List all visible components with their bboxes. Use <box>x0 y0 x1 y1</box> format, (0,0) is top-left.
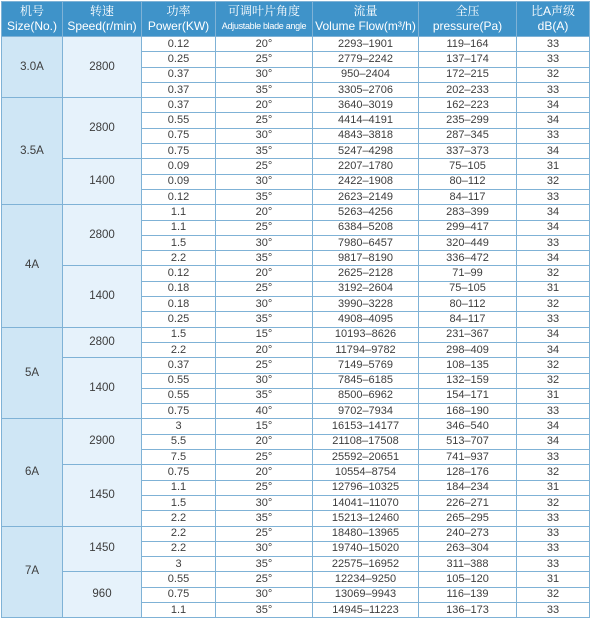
pressure-cell: 80–112 <box>419 174 517 189</box>
noise-cell: 32 <box>517 67 590 82</box>
blade-angle-cell: 20° <box>216 266 313 281</box>
noise-cell: 33 <box>517 450 590 465</box>
table-row <box>2 465 590 480</box>
pressure-cell: 71–99 <box>419 266 517 281</box>
noise-cell: 33 <box>517 602 590 617</box>
noise-cell: 33 <box>517 82 590 97</box>
volume-flow-cell: 2293–1901 <box>313 37 419 52</box>
volume-flow-cell: 4908–4095 <box>313 312 419 327</box>
pressure-cell: 311–388 <box>419 557 517 572</box>
blade-angle-cell: 25° <box>216 572 313 587</box>
power-cell: 3 <box>142 557 216 572</box>
noise-cell: 32 <box>517 373 590 388</box>
power-cell: 0.55 <box>142 388 216 403</box>
column-header-zh: 转速 <box>89 4 114 18</box>
table-row <box>2 266 590 281</box>
noise-cell: 34 <box>517 342 590 357</box>
power-cell: 1.5 <box>142 327 216 342</box>
pressure-cell: 283–399 <box>419 205 517 220</box>
volume-flow-cell: 2207–1780 <box>313 159 419 174</box>
power-cell: 0.18 <box>142 281 216 296</box>
power-cell: 2.2 <box>142 511 216 526</box>
blade-angle-cell: 25° <box>216 113 313 128</box>
pressure-cell: 240–273 <box>419 526 517 541</box>
noise-cell: 34 <box>517 98 590 113</box>
power-cell: 2.2 <box>142 526 216 541</box>
volume-flow-cell: 11794–9782 <box>313 342 419 357</box>
volume-flow-cell: 7845–6185 <box>313 373 419 388</box>
power-cell: 0.55 <box>142 373 216 388</box>
speed-cell: 2900 <box>63 419 142 465</box>
volume-flow-cell: 7149–5769 <box>313 358 419 373</box>
size-cell: 4A <box>2 205 63 327</box>
speed-cell: 1400 <box>63 159 142 205</box>
pressure-cell: 75–105 <box>419 159 517 174</box>
pressure-cell: 184–234 <box>419 480 517 495</box>
pressure-cell: 168–190 <box>419 404 517 419</box>
blade-angle-cell: 20° <box>216 434 313 449</box>
speed-cell: 2800 <box>63 205 142 266</box>
power-cell: 0.75 <box>142 587 216 602</box>
blade-angle-cell: 30° <box>216 235 313 250</box>
blade-angle-cell: 35° <box>216 557 313 572</box>
noise-cell: 31 <box>517 281 590 296</box>
speed-cell: 2800 <box>63 327 142 358</box>
power-cell: 0.37 <box>142 98 216 113</box>
noise-cell: 32 <box>517 174 590 189</box>
pressure-cell: 336–472 <box>419 251 517 266</box>
column-header-zh: 流量 <box>353 4 378 18</box>
noise-cell: 32 <box>517 297 590 312</box>
table-body <box>2 37 590 618</box>
pressure-cell: 84–117 <box>419 312 517 327</box>
volume-flow-cell: 19740–15020 <box>313 541 419 556</box>
size-cell: 7A <box>2 526 63 618</box>
noise-cell: 33 <box>517 526 590 541</box>
volume-flow-cell: 10193–8626 <box>313 327 419 342</box>
power-cell: 0.12 <box>142 266 216 281</box>
pressure-cell: 299–417 <box>419 220 517 235</box>
column-header-en: Adjustable blade angle <box>221 21 307 31</box>
header-row <box>2 2 590 37</box>
table-row <box>2 98 590 113</box>
speed-cell: 1450 <box>63 526 142 572</box>
pressure-cell: 119–164 <box>419 37 517 52</box>
blade-angle-cell: 35° <box>216 189 313 204</box>
size-cell: 6A <box>2 419 63 526</box>
pressure-cell: 128–176 <box>419 465 517 480</box>
pressure-cell: 75–105 <box>419 281 517 296</box>
blade-angle-cell: 20° <box>216 465 313 480</box>
speed-cell: 960 <box>63 572 142 618</box>
noise-cell: 34 <box>517 113 590 128</box>
column-header <box>517 2 590 37</box>
table-row <box>2 327 590 342</box>
power-cell: 0.75 <box>142 128 216 143</box>
column-header <box>216 2 313 37</box>
volume-flow-cell: 12796–10325 <box>313 480 419 495</box>
pressure-cell: 287–345 <box>419 128 517 143</box>
noise-cell: 33 <box>517 557 590 572</box>
blade-angle-cell: 25° <box>216 480 313 495</box>
noise-cell: 32 <box>517 266 590 281</box>
power-cell: 0.37 <box>142 82 216 97</box>
pressure-cell: 116–139 <box>419 587 517 602</box>
pressure-cell: 172–215 <box>419 67 517 82</box>
pressure-cell: 136–173 <box>419 602 517 617</box>
column-header-en: Power(KW) <box>147 19 210 33</box>
noise-cell: 34 <box>517 144 590 159</box>
blade-angle-cell: 20° <box>216 205 313 220</box>
volume-flow-cell: 950–2404 <box>313 67 419 82</box>
noise-cell: 33 <box>517 52 590 67</box>
volume-flow-cell: 21108–17508 <box>313 434 419 449</box>
blade-angle-cell: 25° <box>216 52 313 67</box>
column-header-en: Speed(r/min) <box>67 19 137 33</box>
noise-cell: 32 <box>517 587 590 602</box>
column-header <box>419 2 517 37</box>
power-cell: 2.2 <box>142 251 216 266</box>
volume-flow-cell: 6384–5208 <box>313 220 419 235</box>
volume-flow-cell: 3305–2706 <box>313 82 419 97</box>
noise-cell: 31 <box>517 572 590 587</box>
speed-cell: 1450 <box>63 465 142 526</box>
volume-flow-cell: 3990–3228 <box>313 297 419 312</box>
volume-flow-cell: 14945–11223 <box>313 602 419 617</box>
noise-cell: 33 <box>517 37 590 52</box>
volume-flow-cell: 18480–13965 <box>313 526 419 541</box>
blade-angle-cell: 35° <box>216 312 313 327</box>
blade-angle-cell: 15° <box>216 327 313 342</box>
pressure-cell: 84–117 <box>419 189 517 204</box>
power-cell: 0.09 <box>142 174 216 189</box>
volume-flow-cell: 12234–9250 <box>313 572 419 587</box>
power-cell: 7.5 <box>142 450 216 465</box>
power-cell: 0.18 <box>142 297 216 312</box>
volume-flow-cell: 4414–4191 <box>313 113 419 128</box>
table-row <box>2 159 590 174</box>
volume-flow-cell: 10554–8754 <box>313 465 419 480</box>
blade-angle-cell: 25° <box>216 526 313 541</box>
pressure-cell: 162–223 <box>419 98 517 113</box>
pressure-cell: 231–367 <box>419 327 517 342</box>
power-cell: 3 <box>142 419 216 434</box>
pressure-cell: 137–174 <box>419 52 517 67</box>
pressure-cell: 320–449 <box>419 235 517 250</box>
blade-angle-cell: 20° <box>216 342 313 357</box>
blade-angle-cell: 25° <box>216 159 313 174</box>
power-cell: 0.12 <box>142 37 216 52</box>
blade-angle-cell: 35° <box>216 388 313 403</box>
table-row <box>2 526 590 541</box>
column-header-zh: 功率 <box>166 4 191 18</box>
power-cell: 0.55 <box>142 113 216 128</box>
column-header <box>2 2 63 37</box>
power-cell: 0.25 <box>142 312 216 327</box>
noise-cell: 34 <box>517 419 590 434</box>
table-row <box>2 37 590 52</box>
pressure-cell: 235–299 <box>419 113 517 128</box>
pressure-cell: 226–271 <box>419 495 517 510</box>
noise-cell: 32 <box>517 495 590 510</box>
power-cell: 0.37 <box>142 358 216 373</box>
power-cell: 1.5 <box>142 235 216 250</box>
blade-angle-cell: 25° <box>216 450 313 465</box>
pressure-cell: 346–540 <box>419 419 517 434</box>
noise-cell: 33 <box>517 128 590 143</box>
size-cell: 5A <box>2 327 63 419</box>
volume-flow-cell: 5263–4256 <box>313 205 419 220</box>
power-cell: 1.1 <box>142 205 216 220</box>
volume-flow-cell: 14041–11070 <box>313 495 419 510</box>
power-cell: 2.2 <box>142 342 216 357</box>
blade-angle-cell: 30° <box>216 67 313 82</box>
speed-cell: 1400 <box>63 358 142 419</box>
column-header-en: Size(No.) <box>6 19 57 33</box>
power-cell: 0.09 <box>142 159 216 174</box>
blade-angle-cell: 25° <box>216 220 313 235</box>
volume-flow-cell: 2625–2128 <box>313 266 419 281</box>
pressure-cell: 265–295 <box>419 511 517 526</box>
pressure-cell: 105–120 <box>419 572 517 587</box>
volume-flow-cell: 16153–14177 <box>313 419 419 434</box>
power-cell: 2.2 <box>142 541 216 556</box>
noise-cell: 31 <box>517 480 590 495</box>
noise-cell: 34 <box>517 251 590 266</box>
blade-angle-cell: 30° <box>216 297 313 312</box>
blade-angle-cell: 30° <box>216 128 313 143</box>
pressure-cell: 202–233 <box>419 82 517 97</box>
noise-cell: 33 <box>517 404 590 419</box>
volume-flow-cell: 7980–6457 <box>313 235 419 250</box>
noise-cell: 33 <box>517 189 590 204</box>
power-cell: 0.25 <box>142 52 216 67</box>
pressure-cell: 154–171 <box>419 388 517 403</box>
power-cell: 0.75 <box>142 144 216 159</box>
volume-flow-cell: 8500–6962 <box>313 388 419 403</box>
pressure-cell: 80–112 <box>419 297 517 312</box>
column-header-en: Volume Flow(m³/h) <box>315 19 416 33</box>
pressure-cell: 263–304 <box>419 541 517 556</box>
power-cell: 0.12 <box>142 189 216 204</box>
speed-cell: 1400 <box>63 266 142 327</box>
table-header <box>2 2 590 37</box>
table-row <box>2 358 590 373</box>
noise-cell: 31 <box>517 159 590 174</box>
noise-cell: 33 <box>517 511 590 526</box>
column-header-zh: 可调叶片角度 <box>227 4 300 18</box>
blade-angle-cell: 25° <box>216 358 313 373</box>
blade-angle-cell: 20° <box>216 37 313 52</box>
noise-cell: 32 <box>517 465 590 480</box>
speed-cell: 2800 <box>63 98 142 159</box>
noise-cell: 32 <box>517 358 590 373</box>
volume-flow-cell: 22575–16952 <box>313 557 419 572</box>
volume-flow-cell: 9817–8190 <box>313 251 419 266</box>
power-cell: 1.1 <box>142 480 216 495</box>
blade-angle-cell: 35° <box>216 511 313 526</box>
noise-cell: 34 <box>517 220 590 235</box>
blade-angle-cell: 40° <box>216 404 313 419</box>
pressure-cell: 132–159 <box>419 373 517 388</box>
blade-angle-cell: 30° <box>216 495 313 510</box>
power-cell: 1.1 <box>142 602 216 617</box>
blade-angle-cell: 25° <box>216 281 313 296</box>
volume-flow-cell: 4843–3818 <box>313 128 419 143</box>
pressure-cell: 337–373 <box>419 144 517 159</box>
column-header-zh: 机号 <box>19 4 44 18</box>
noise-cell: 33 <box>517 312 590 327</box>
power-cell: 1.1 <box>142 220 216 235</box>
noise-cell: 33 <box>517 235 590 250</box>
power-cell: 1.5 <box>142 495 216 510</box>
volume-flow-cell: 13069–9943 <box>313 587 419 602</box>
pressure-cell: 108–135 <box>419 358 517 373</box>
pressure-cell: 513–707 <box>419 434 517 449</box>
blade-angle-cell: 30° <box>216 587 313 602</box>
power-cell: 0.75 <box>142 465 216 480</box>
power-cell: 0.37 <box>142 67 216 82</box>
column-header <box>63 2 142 37</box>
table-row <box>2 572 590 587</box>
noise-cell: 31 <box>517 388 590 403</box>
column-header-en: dB(A) <box>537 19 569 33</box>
column-header-zh: 比A声级 <box>530 4 575 18</box>
volume-flow-cell: 2422–1908 <box>313 174 419 189</box>
size-cell: 3.5A <box>2 98 63 205</box>
noise-cell: 34 <box>517 327 590 342</box>
power-cell: 5.5 <box>142 434 216 449</box>
blade-angle-cell: 20° <box>216 98 313 113</box>
volume-flow-cell: 9702–7934 <box>313 404 419 419</box>
volume-flow-cell: 2779–2242 <box>313 52 419 67</box>
volume-flow-cell: 15213–12460 <box>313 511 419 526</box>
column-header <box>313 2 419 37</box>
blade-angle-cell: 35° <box>216 251 313 266</box>
noise-cell: 33 <box>517 541 590 556</box>
power-cell: 0.75 <box>142 404 216 419</box>
column-header <box>142 2 216 37</box>
power-cell: 0.55 <box>142 572 216 587</box>
blade-angle-cell: 30° <box>216 174 313 189</box>
table-row <box>2 205 590 220</box>
size-cell: 3.0A <box>2 37 63 98</box>
fan-spec-table <box>1 1 590 618</box>
volume-flow-cell: 3192–2604 <box>313 281 419 296</box>
noise-cell: 34 <box>517 205 590 220</box>
speed-cell: 2800 <box>63 37 142 98</box>
column-header-en: pressure(Pa) <box>432 19 503 33</box>
pressure-cell: 298–409 <box>419 342 517 357</box>
volume-flow-cell: 2623–2149 <box>313 189 419 204</box>
volume-flow-cell: 25592–20651 <box>313 450 419 465</box>
blade-angle-cell: 35° <box>216 144 313 159</box>
volume-flow-cell: 5247–4298 <box>313 144 419 159</box>
blade-angle-cell: 30° <box>216 541 313 556</box>
blade-angle-cell: 35° <box>216 82 313 97</box>
volume-flow-cell: 3640–3019 <box>313 98 419 113</box>
blade-angle-cell: 35° <box>216 602 313 617</box>
pressure-cell: 741–937 <box>419 450 517 465</box>
table-row <box>2 419 590 434</box>
blade-angle-cell: 15° <box>216 419 313 434</box>
noise-cell: 34 <box>517 434 590 449</box>
blade-angle-cell: 30° <box>216 373 313 388</box>
column-header-zh: 全压 <box>455 4 480 18</box>
